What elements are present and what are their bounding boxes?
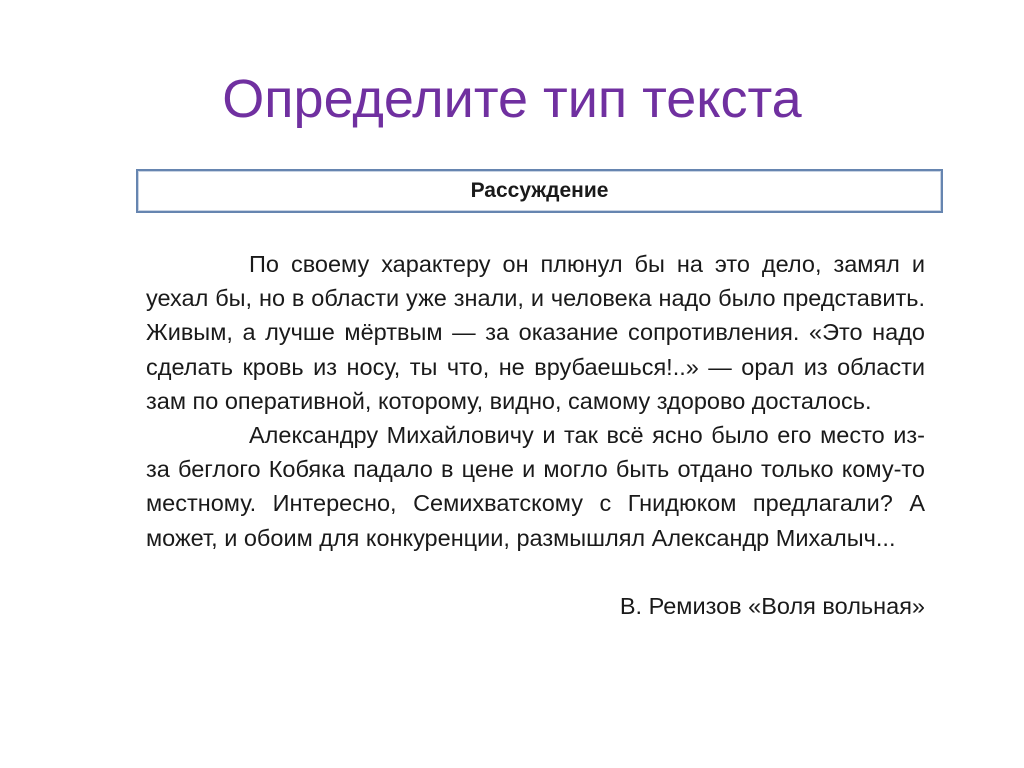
attribution: В. Ремизов «Воля вольная»	[619, 592, 925, 619]
paragraph-1: По своему характеру он плюнул бы на это дело, замял и уехал бы, но в области уже знали, и человека надо было представить. Живым, а лучше мёртвым — за оказание сопротивления. «Это надо сделать кровь из носу, ты что, не врубаешься!..» — орал из области зам по оперативной, которому, видно, самому здорово досталось.	[146, 251, 925, 414]
paragraph-2: Александру Михайловичу и так всё ясно было его место из-за беглого Кобяка падало в цене и могло быть отдано только кому-то местному. Интересно, Семихватскому с Гнидюком предлагали? А может, и обоим для конкуренции, размышлял Александр Михалыч...	[146, 422, 925, 551]
slide-title: Определите тип текста	[222, 69, 802, 129]
answer-label: Рассуждение	[470, 179, 609, 202]
text-excerpt	[146, 247, 925, 623]
answer-box	[136, 169, 943, 213]
